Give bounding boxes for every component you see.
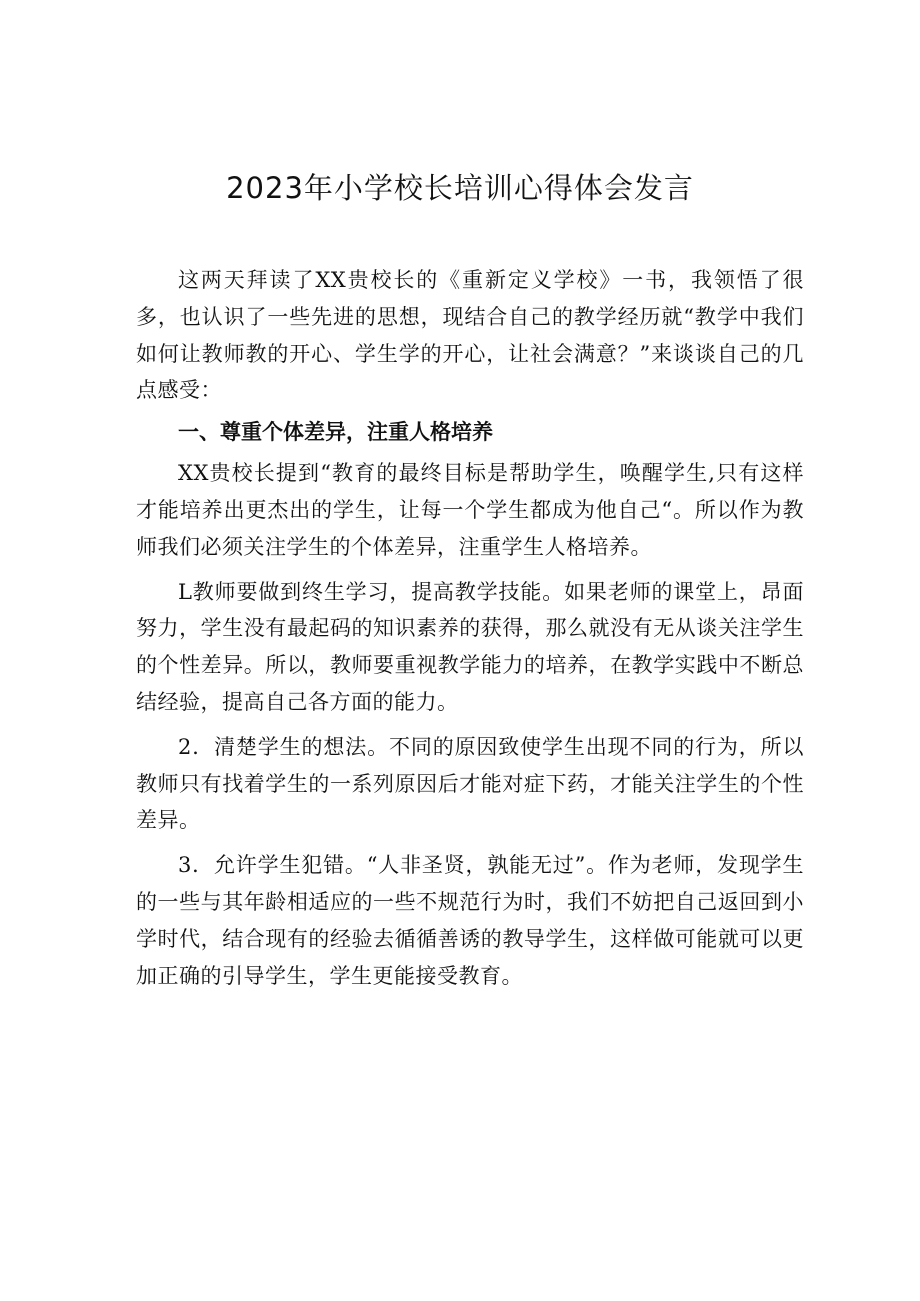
point-1-paragraph: L教师要做到终生学习，提高教学技能。如果老师的课堂上，昂面努力，学生没有最起码的知识素养的获得，那么就没有无从谈关注学生的个性差异。所以，教师要重视教学能力的培养，在教学实践中不断总结经验，提高自己各方面的能力。: [136, 579, 804, 714]
section-heading: 一、尊重个体差异，注重人格培养: [178, 420, 493, 445]
document-title: 2023年小学校长培训心得体会发言: [226, 171, 694, 205]
point-2-paragraph: 2．清楚学生的想法。不同的原因致使学生出现不同的行为，所以教师只有找着学生的一系列原因后才能对症下药，才能关注学生的个性差异。: [136, 734, 804, 833]
section-paragraph: XX贵校长提到“教育的最终目标是帮助学生，唤醒学生,只有这样才能培养出更杰出的学生，让每一个学生都成为他自己“。所以作为教师我们必须关注学生的个体差异，注重学生人格培养。: [136, 461, 804, 559]
document-body: [136, 262, 804, 994]
point-3-paragraph: 3．允许学生犯错。“人非圣贤，孰能无过”。作为老师，发现学生的一些与其年龄相适应的一些不规范行为时，我们不妨把自己返回到小学时代，结合现有的经验去循循善诱的教导学生，这样做可能就可以更加正确的引导学生，学生更能接受教育。: [136, 853, 804, 988]
intro-paragraph: 这两天拜读了XX贵校长的《重新定义学校》一书，我领悟了很多，也认识了一些先进的思想，现结合自己的教学经历就“教学中我们如何让教师教的开心、学生学的开心，让社会满意？”来谈谈自己的几点感受：: [136, 268, 804, 403]
